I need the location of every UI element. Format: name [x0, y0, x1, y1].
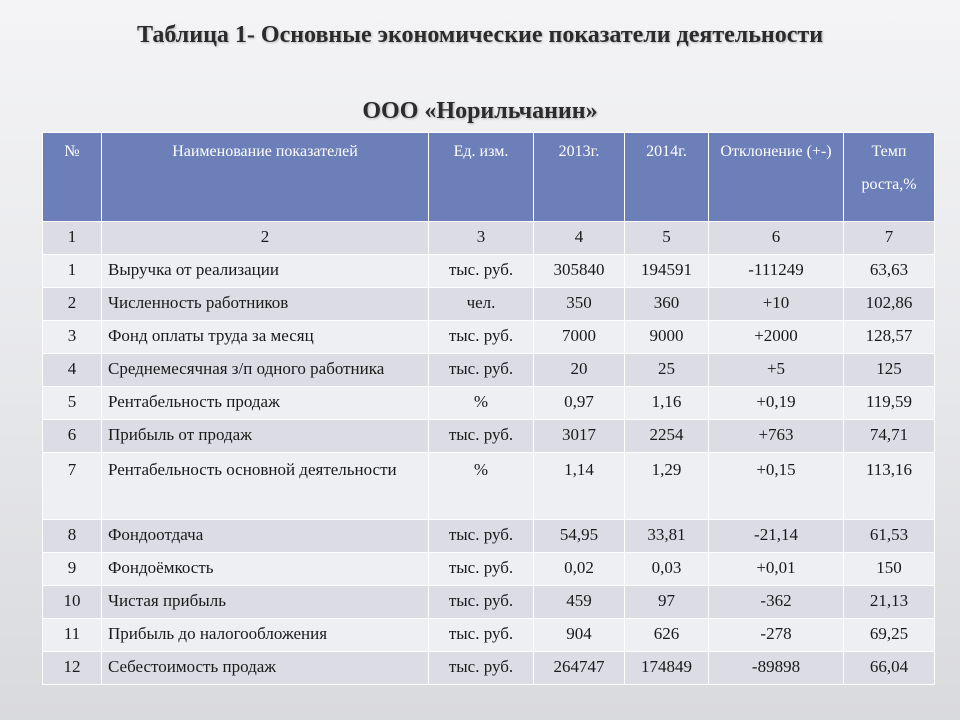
header-2013: 2013г.	[534, 133, 625, 222]
deviation-cell: +0,01	[709, 553, 844, 586]
value-2013-cell: 459	[534, 586, 625, 619]
row-number-cell: 6	[43, 420, 102, 453]
value-2013-cell: 0,97	[534, 387, 625, 420]
indicator-name-cell: Себестоимость продаж	[102, 652, 429, 685]
value-2013-cell: 904	[534, 619, 625, 652]
index-cell: 5	[625, 222, 709, 255]
indicator-name-cell: Прибыль до налогообложения	[102, 619, 429, 652]
unit-cell: тыс. руб.	[429, 321, 534, 354]
growth-rate-cell: 150	[844, 553, 935, 586]
indicator-name-cell: Чистая прибыль	[102, 586, 429, 619]
value-2014-cell: 2254	[625, 420, 709, 453]
table-row	[43, 553, 935, 586]
growth-rate-cell: 128,57	[844, 321, 935, 354]
value-2013-cell: 7000	[534, 321, 625, 354]
growth-rate-cell: 119,59	[844, 387, 935, 420]
unit-cell: тыс. руб.	[429, 520, 534, 553]
table-row	[43, 387, 935, 420]
indicator-name-cell: Фонд оплаты труда за месяц	[102, 321, 429, 354]
indicator-name-cell: Фондоёмкость	[102, 553, 429, 586]
table-row	[43, 453, 935, 520]
table-row	[43, 321, 935, 354]
deviation-cell: +5	[709, 354, 844, 387]
growth-rate-cell: 61,53	[844, 520, 935, 553]
unit-cell: тыс. руб.	[429, 586, 534, 619]
table-row	[43, 255, 935, 288]
indicators-table	[42, 132, 935, 685]
deviation-cell: +0,19	[709, 387, 844, 420]
header-deviation: Отклонение (+-)	[709, 133, 844, 222]
value-2014-cell: 1,29	[625, 453, 709, 520]
deviation-cell: -111249	[709, 255, 844, 288]
deviation-cell: -362	[709, 586, 844, 619]
header-unit: Ед. изм.	[429, 133, 534, 222]
indicator-name-cell: Рентабельность продаж	[102, 387, 429, 420]
value-2014-cell: 25	[625, 354, 709, 387]
deviation-cell: +0,15	[709, 453, 844, 520]
header-row	[43, 133, 935, 222]
indicator-name-cell: Численность работников	[102, 288, 429, 321]
index-cell: 6	[709, 222, 844, 255]
header-growth-rate: Темп роста,%	[844, 133, 935, 222]
value-2013-cell: 0,02	[534, 553, 625, 586]
row-number-cell: 7	[43, 453, 102, 520]
index-cell: 3	[429, 222, 534, 255]
growth-rate-cell: 69,25	[844, 619, 935, 652]
indicator-name-cell: Прибыль от продаж	[102, 420, 429, 453]
value-2013-cell: 20	[534, 354, 625, 387]
table-row	[43, 619, 935, 652]
index-cell: 4	[534, 222, 625, 255]
unit-cell: тыс. руб.	[429, 255, 534, 288]
value-2014-cell: 33,81	[625, 520, 709, 553]
value-2013-cell: 3017	[534, 420, 625, 453]
row-number-cell: 11	[43, 619, 102, 652]
index-cell: 7	[844, 222, 935, 255]
row-number-cell: 5	[43, 387, 102, 420]
growth-rate-cell: 63,63	[844, 255, 935, 288]
unit-cell: тыс. руб.	[429, 619, 534, 652]
value-2014-cell: 0,03	[625, 553, 709, 586]
table-row	[43, 586, 935, 619]
unit-cell: тыс. руб.	[429, 553, 534, 586]
page-title: Таблица 1- Основные экономические показатели деятельности	[136, 22, 824, 48]
value-2013-cell: 350	[534, 288, 625, 321]
value-2014-cell: 194591	[625, 255, 709, 288]
unit-cell: чел.	[429, 288, 534, 321]
value-2014-cell: 360	[625, 288, 709, 321]
value-2013-cell: 1,14	[534, 453, 625, 520]
indicator-name-cell: Выручка от реализации	[102, 255, 429, 288]
deviation-cell: +763	[709, 420, 844, 453]
growth-rate-cell: 21,13	[844, 586, 935, 619]
value-2014-cell: 9000	[625, 321, 709, 354]
unit-cell: %	[429, 453, 534, 520]
header-number: №	[43, 133, 102, 222]
table-row	[43, 652, 935, 685]
growth-rate-cell: 74,71	[844, 420, 935, 453]
unit-cell: %	[429, 387, 534, 420]
deviation-cell: -278	[709, 619, 844, 652]
value-2013-cell: 305840	[534, 255, 625, 288]
row-number-cell: 8	[43, 520, 102, 553]
indicator-name-cell: Рентабельность основной деятельности	[102, 453, 429, 520]
header-2014: 2014г.	[625, 133, 709, 222]
value-2013-cell: 264747	[534, 652, 625, 685]
index-row	[43, 222, 935, 255]
deviation-cell: -89898	[709, 652, 844, 685]
growth-rate-cell: 102,86	[844, 288, 935, 321]
index-cell: 2	[102, 222, 429, 255]
row-number-cell: 10	[43, 586, 102, 619]
table-row	[43, 354, 935, 387]
growth-rate-cell: 113,16	[844, 453, 935, 520]
value-2014-cell: 174849	[625, 652, 709, 685]
company-subtitle: ООО «Норильчанин»	[362, 98, 598, 124]
row-number-cell: 12	[43, 652, 102, 685]
indicator-name-cell: Фондоотдача	[102, 520, 429, 553]
table-row	[43, 420, 935, 453]
row-number-cell: 9	[43, 553, 102, 586]
unit-cell: тыс. руб.	[429, 354, 534, 387]
indicator-name-cell: Среднемесячная з/п одного работника	[102, 354, 429, 387]
deviation-cell: -21,14	[709, 520, 844, 553]
row-number-cell: 1	[43, 255, 102, 288]
row-number-cell: 2	[43, 288, 102, 321]
value-2014-cell: 1,16	[625, 387, 709, 420]
index-cell: 1	[43, 222, 102, 255]
deviation-cell: +10	[709, 288, 844, 321]
table-row	[43, 288, 935, 321]
growth-rate-cell: 66,04	[844, 652, 935, 685]
value-2014-cell: 97	[625, 586, 709, 619]
table-row	[43, 520, 935, 553]
growth-rate-cell: 125	[844, 354, 935, 387]
deviation-cell: +2000	[709, 321, 844, 354]
value-2013-cell: 54,95	[534, 520, 625, 553]
row-number-cell: 4	[43, 354, 102, 387]
unit-cell: тыс. руб.	[429, 420, 534, 453]
unit-cell: тыс. руб.	[429, 652, 534, 685]
value-2014-cell: 626	[625, 619, 709, 652]
row-number-cell: 3	[43, 321, 102, 354]
header-indicator-name: Наименование показателей	[102, 133, 429, 222]
